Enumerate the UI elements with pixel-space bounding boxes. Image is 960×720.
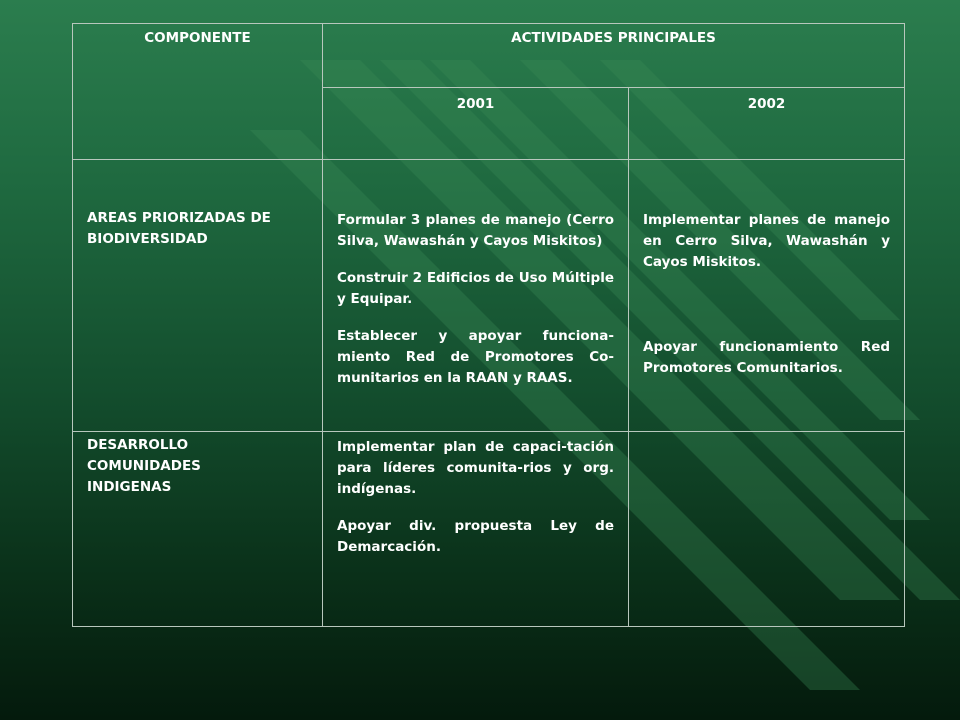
activity-item: Apoyar funcionamiento Red Promotores Comunitarios. (643, 339, 891, 376)
component-cell (73, 432, 323, 627)
table-row (73, 160, 905, 432)
activities-2002-cell (629, 432, 905, 627)
activities-table (72, 23, 905, 627)
activities-2001-cell (323, 160, 629, 432)
year-2001-header (323, 88, 629, 160)
component-label: DESARROLLO COMUNIDADES INDIGENAS (87, 437, 201, 495)
activity-item: Establecer y apoyar funciona-miento Red de Promotores Co-munitarios en la RAAN y RAAS. (337, 328, 614, 386)
table-row (73, 432, 905, 627)
activity-item: Formular 3 planes de manejo (Cerro Silva, Wawashán y Cayos Miskitos) (337, 212, 614, 249)
activity-item: Implementar plan de capaci-tación para líderes comunita-rios y org. indígenas. (337, 439, 614, 497)
activities-2001-cell (323, 432, 629, 627)
activities-2002-cell (629, 160, 905, 432)
activity-item: Implementar planes de manejo en Cerro Silva, Wawashán y Cayos Miskitos. (643, 212, 891, 270)
activities-header-label: ACTIVIDADES PRINCIPALES (511, 30, 716, 46)
year-2002-label: 2002 (747, 96, 786, 112)
activity-item: Construir 2 Edificios de Uso Múltiple y Equipar. (337, 270, 614, 307)
component-label: AREAS PRIORIZADAS DE BIODIVERSIDAD (87, 210, 271, 247)
component-cell (73, 160, 323, 432)
component-header-label: COMPONENTE (144, 30, 251, 46)
activity-item: Apoyar div. propuesta Ley de Demarcación. (337, 518, 614, 555)
year-2001-label: 2001 (456, 96, 495, 112)
component-header (73, 24, 323, 160)
year-2002-header (629, 88, 905, 160)
activities-header (323, 24, 905, 88)
